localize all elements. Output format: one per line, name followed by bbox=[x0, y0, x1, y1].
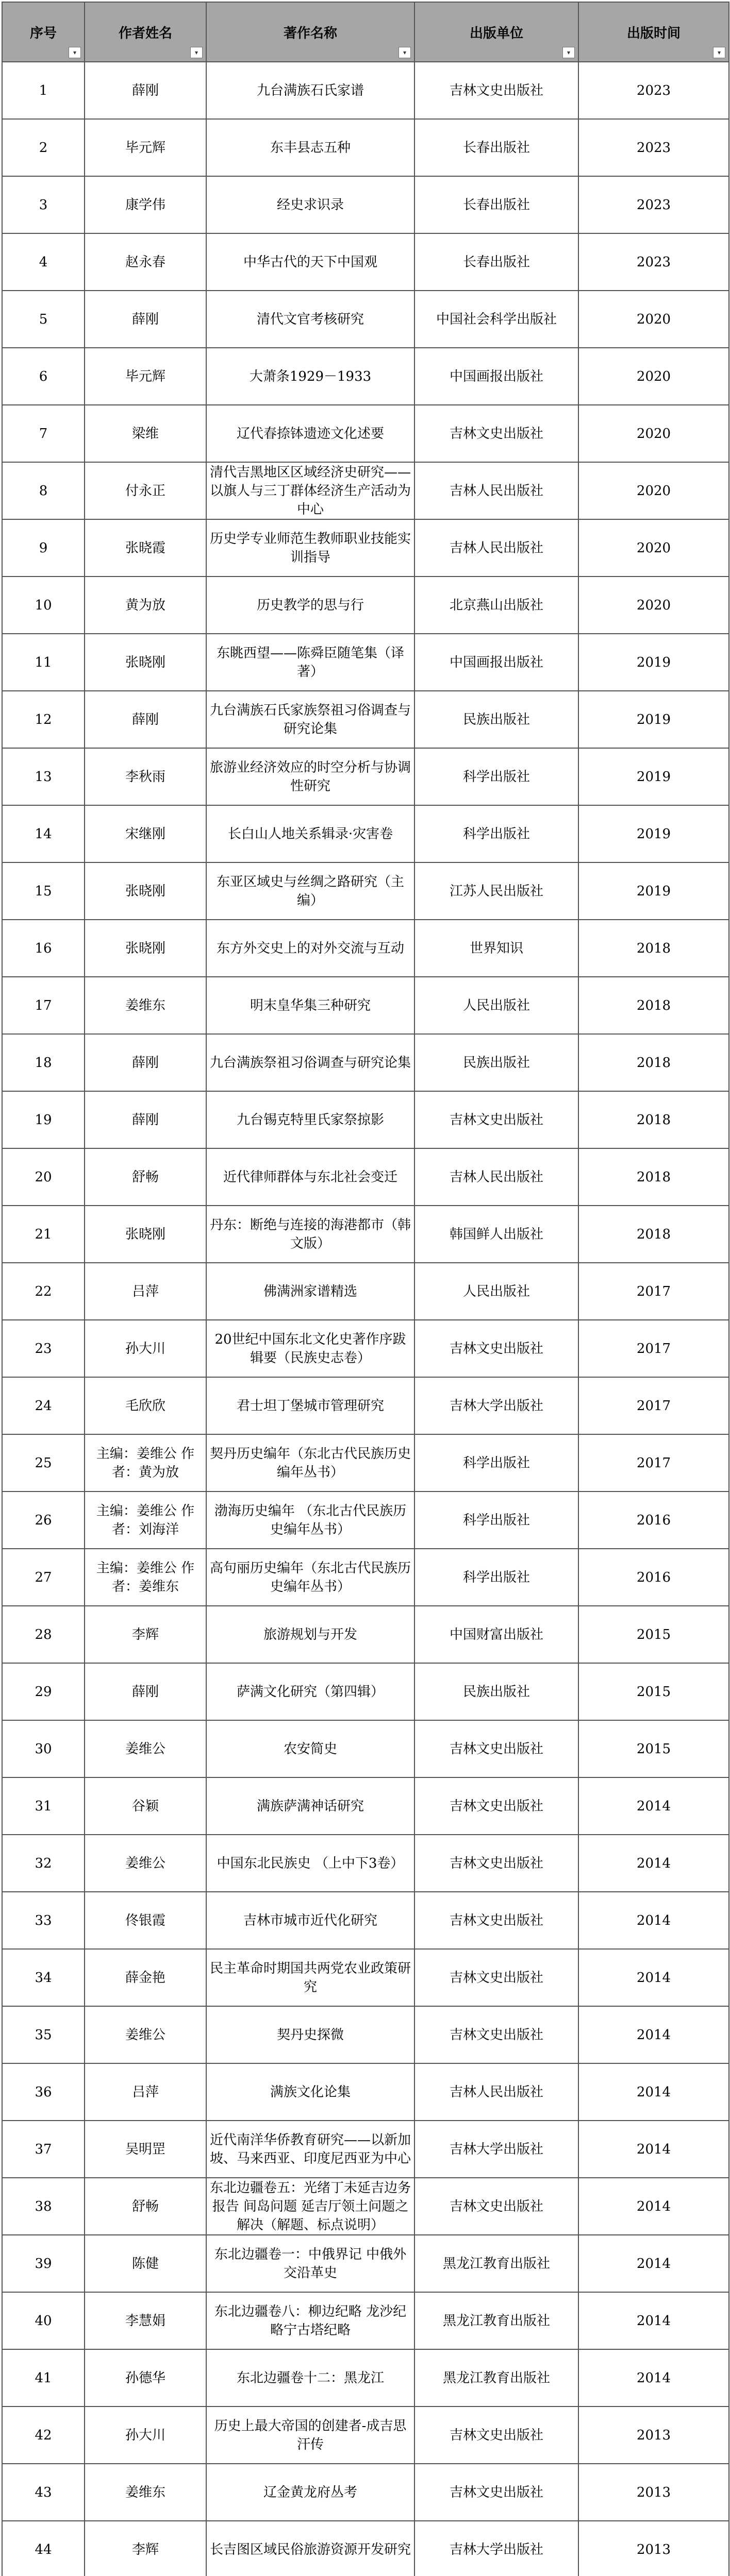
cell-year[interactable]: 2019 bbox=[578, 691, 729, 748]
cell-publisher[interactable]: 吉林文史出版社 bbox=[414, 2406, 578, 2464]
filter-dropdown-icon[interactable]: ▾ bbox=[69, 47, 81, 58]
cell-title[interactable]: 九台满族祭祖习俗调查与研究论集 bbox=[206, 1034, 414, 1091]
table-row bbox=[2, 862, 729, 920]
table-row bbox=[2, 748, 729, 805]
cell-no[interactable]: 5 bbox=[2, 291, 85, 348]
cell-year[interactable]: 2014 bbox=[578, 1835, 729, 1892]
cell-author[interactable]: 孙大川 bbox=[85, 2406, 206, 2464]
cell-title[interactable]: 东北边疆卷五：光绪丁未延吉边务报告 间岛问题 延吉厅领土问题之解决（解题、标点说明） bbox=[206, 2178, 414, 2235]
cell-year[interactable]: 2014 bbox=[578, 2235, 729, 2292]
cell-author[interactable]: 李辉 bbox=[85, 2521, 206, 2576]
cell-author[interactable]: 姜维东 bbox=[85, 2464, 206, 2521]
cell-no[interactable]: 30 bbox=[2, 1720, 85, 1777]
cell-publisher[interactable]: 吉林文史出版社 bbox=[414, 1835, 578, 1892]
table-row bbox=[2, 1091, 729, 1148]
cell-no[interactable]: 36 bbox=[2, 2063, 85, 2121]
cell-no[interactable]: 41 bbox=[2, 2349, 85, 2406]
cell-title[interactable]: 清代吉黑地区区域经济史研究——以旗人与三丁群体经济生产活动为中心 bbox=[206, 462, 414, 519]
cell-year[interactable]: 2018 bbox=[578, 1034, 729, 1091]
table-body bbox=[2, 62, 729, 2576]
cell-no[interactable]: 11 bbox=[2, 634, 85, 691]
cell-no[interactable]: 3 bbox=[2, 176, 85, 233]
cell-title[interactable]: 东方外交史上的对外交流与互动 bbox=[206, 920, 414, 977]
table-row bbox=[2, 1320, 729, 1377]
cell-author[interactable]: 吴明罡 bbox=[85, 2121, 206, 2178]
cell-author[interactable]: 薛刚 bbox=[85, 1663, 206, 1720]
cell-publisher[interactable]: 吉林大学出版社 bbox=[414, 2121, 578, 2178]
cell-author[interactable]: 主编：姜维公 作者：姜维东 bbox=[85, 1549, 206, 1606]
cell-no[interactable]: 22 bbox=[2, 1263, 85, 1320]
cell-title[interactable]: 东北边疆卷十二：黑龙江 bbox=[206, 2349, 414, 2406]
cell-author[interactable]: 黄为放 bbox=[85, 577, 206, 634]
cell-title[interactable]: 九台满族石氏家族祭祖习俗调查与研究论集 bbox=[206, 691, 414, 748]
cell-no[interactable]: 12 bbox=[2, 691, 85, 748]
cell-author[interactable]: 张晓霞 bbox=[85, 519, 206, 577]
cell-author[interactable]: 张晓刚 bbox=[85, 862, 206, 920]
cell-title[interactable]: 丹东：断绝与连接的海港都市（韩文版） bbox=[206, 1206, 414, 1263]
cell-publisher[interactable]: 黑龙江教育出版社 bbox=[414, 2235, 578, 2292]
cell-title[interactable]: 东亚区域史与丝绸之路研究（主编） bbox=[206, 862, 414, 920]
cell-no[interactable]: 34 bbox=[2, 1949, 85, 2006]
cell-author[interactable]: 张晓刚 bbox=[85, 920, 206, 977]
cell-no[interactable]: 40 bbox=[2, 2292, 85, 2349]
cell-title[interactable]: 吉林市城市近代化研究 bbox=[206, 1892, 414, 1949]
cell-no[interactable]: 9 bbox=[2, 519, 85, 577]
cell-year[interactable]: 2017 bbox=[578, 1377, 729, 1434]
table-row bbox=[2, 2292, 729, 2349]
cell-author[interactable]: 薛刚 bbox=[85, 691, 206, 748]
cell-year[interactable]: 2017 bbox=[578, 1434, 729, 1492]
table-row bbox=[2, 1892, 729, 1949]
table-row bbox=[2, 1434, 729, 1492]
cell-title[interactable]: 历史学专业师范生教师职业技能实训指导 bbox=[206, 519, 414, 577]
cell-author[interactable]: 舒畅 bbox=[85, 2178, 206, 2235]
cell-publisher[interactable]: 中国画报出版社 bbox=[414, 348, 578, 405]
cell-year[interactable]: 2015 bbox=[578, 1606, 729, 1663]
cell-title[interactable]: 历史教学的思与行 bbox=[206, 577, 414, 634]
cell-year[interactable]: 2014 bbox=[578, 2121, 729, 2178]
cell-no[interactable]: 18 bbox=[2, 1034, 85, 1091]
cell-title[interactable]: 佛满洲家谱精选 bbox=[206, 1263, 414, 1320]
cell-publisher[interactable]: 吉林文史出版社 bbox=[414, 2006, 578, 2063]
cell-year[interactable]: 2019 bbox=[578, 748, 729, 805]
cell-publisher[interactable]: 吉林文史出版社 bbox=[414, 1091, 578, 1148]
cell-publisher[interactable]: 长春出版社 bbox=[414, 176, 578, 233]
table-row bbox=[2, 691, 729, 748]
table-row bbox=[2, 634, 729, 691]
cell-publisher[interactable]: 吉林文史出版社 bbox=[414, 1777, 578, 1835]
cell-publisher[interactable]: 中国画报出版社 bbox=[414, 634, 578, 691]
cell-year[interactable]: 2023 bbox=[578, 119, 729, 176]
cell-year[interactable]: 2017 bbox=[578, 1263, 729, 1320]
cell-publisher[interactable]: 韩国鲜人出版社 bbox=[414, 1206, 578, 1263]
cell-no[interactable]: 19 bbox=[2, 1091, 85, 1148]
cell-title[interactable]: 九台锡克特里氏家祭掠影 bbox=[206, 1091, 414, 1148]
table-row bbox=[2, 1377, 729, 1434]
cell-year[interactable]: 2018 bbox=[578, 920, 729, 977]
cell-author[interactable]: 舒畅 bbox=[85, 1148, 206, 1206]
cell-no[interactable]: 2 bbox=[2, 119, 85, 176]
cell-year[interactable]: 2016 bbox=[578, 1492, 729, 1549]
cell-year[interactable]: 2015 bbox=[578, 1663, 729, 1720]
table-row bbox=[2, 1606, 729, 1663]
cell-title[interactable]: 长白山人地关系辑录·灾害卷 bbox=[206, 805, 414, 862]
cell-title[interactable]: 满族文化论集 bbox=[206, 2063, 414, 2121]
cell-author[interactable]: 陈健 bbox=[85, 2235, 206, 2292]
cell-publisher[interactable]: 吉林文史出版社 bbox=[414, 62, 578, 119]
cell-title[interactable]: 近代南洋华侨教育研究——以新加坡、马来西亚、印度尼西亚为中心 bbox=[206, 2121, 414, 2178]
cell-title[interactable]: 东北边疆卷一：中俄界记 中俄外交沿革史 bbox=[206, 2235, 414, 2292]
table-row bbox=[2, 1549, 729, 1606]
cell-title[interactable]: 契丹史探微 bbox=[206, 2006, 414, 2063]
cell-publisher[interactable]: 北京燕山出版社 bbox=[414, 577, 578, 634]
cell-year[interactable]: 2015 bbox=[578, 1720, 729, 1777]
cell-no[interactable]: 21 bbox=[2, 1206, 85, 1263]
cell-no[interactable]: 42 bbox=[2, 2406, 85, 2464]
cell-no[interactable]: 1 bbox=[2, 62, 85, 119]
cell-author[interactable]: 吕萍 bbox=[85, 1263, 206, 1320]
cell-no[interactable]: 6 bbox=[2, 348, 85, 405]
cell-publisher[interactable]: 科学出版社 bbox=[414, 748, 578, 805]
table-row bbox=[2, 405, 729, 462]
table-row bbox=[2, 977, 729, 1034]
cell-no[interactable]: 43 bbox=[2, 2464, 85, 2521]
cell-publisher[interactable]: 中国社会科学出版社 bbox=[414, 291, 578, 348]
cell-publisher[interactable]: 吉林人民出版社 bbox=[414, 462, 578, 519]
table-row bbox=[2, 176, 729, 233]
cell-title[interactable]: 旅游规划与开发 bbox=[206, 1606, 414, 1663]
table-row bbox=[2, 2349, 729, 2406]
cell-author[interactable]: 毕元辉 bbox=[85, 119, 206, 176]
cell-year[interactable]: 2020 bbox=[578, 348, 729, 405]
cell-publisher[interactable]: 吉林人民出版社 bbox=[414, 519, 578, 577]
cell-no[interactable]: 33 bbox=[2, 1892, 85, 1949]
table-row bbox=[2, 233, 729, 291]
cell-year[interactable]: 2019 bbox=[578, 805, 729, 862]
cell-publisher[interactable]: 吉林文史出版社 bbox=[414, 1320, 578, 1377]
cell-title[interactable]: 东北边疆卷八：柳边纪略 龙沙纪略宁古塔纪略 bbox=[206, 2292, 414, 2349]
cell-year[interactable]: 2020 bbox=[578, 405, 729, 462]
cell-title[interactable]: 满族萨满神话研究 bbox=[206, 1777, 414, 1835]
cell-no[interactable]: 27 bbox=[2, 1549, 85, 1606]
cell-no[interactable]: 14 bbox=[2, 805, 85, 862]
cell-title[interactable]: 旅游业经济效应的时空分析与协调性研究 bbox=[206, 748, 414, 805]
cell-title[interactable]: 大萧条1929－1933 bbox=[206, 348, 414, 405]
cell-publisher[interactable]: 吉林人民出版社 bbox=[414, 2063, 578, 2121]
cell-title[interactable]: 君士坦丁堡城市管理研究 bbox=[206, 1377, 414, 1434]
cell-no[interactable]: 38 bbox=[2, 2178, 85, 2235]
cell-title[interactable]: 明末皇华集三种研究 bbox=[206, 977, 414, 1034]
table-row bbox=[2, 577, 729, 634]
cell-no[interactable]: 4 bbox=[2, 233, 85, 291]
cell-publisher[interactable]: 长春出版社 bbox=[414, 233, 578, 291]
cell-title[interactable]: 长吉图区域民俗旅游资源开发研究 bbox=[206, 2521, 414, 2576]
cell-title[interactable]: 清代文官考核研究 bbox=[206, 291, 414, 348]
cell-year[interactable]: 2014 bbox=[578, 2178, 729, 2235]
cell-year[interactable]: 2018 bbox=[578, 1206, 729, 1263]
cell-no[interactable]: 16 bbox=[2, 920, 85, 977]
cell-author[interactable]: 康学伟 bbox=[85, 176, 206, 233]
table-row bbox=[2, 1206, 729, 1263]
cell-year[interactable]: 2017 bbox=[578, 1320, 729, 1377]
cell-no[interactable]: 31 bbox=[2, 1777, 85, 1835]
cell-no[interactable]: 23 bbox=[2, 1320, 85, 1377]
table-row bbox=[2, 62, 729, 119]
cell-author[interactable]: 薛刚 bbox=[85, 291, 206, 348]
cell-publisher[interactable]: 吉林文史出版社 bbox=[414, 2464, 578, 2521]
cell-publisher[interactable]: 吉林文史出版社 bbox=[414, 1720, 578, 1777]
works-table bbox=[2, 2, 729, 2576]
cell-author[interactable]: 张晓刚 bbox=[85, 634, 206, 691]
cell-publisher[interactable]: 黑龙江教育出版社 bbox=[414, 2292, 578, 2349]
cell-publisher[interactable]: 吉林大学出版社 bbox=[414, 2521, 578, 2576]
cell-no[interactable]: 7 bbox=[2, 405, 85, 462]
cell-author[interactable]: 薛刚 bbox=[85, 1034, 206, 1091]
cell-no[interactable]: 25 bbox=[2, 1434, 85, 1492]
cell-publisher[interactable]: 吉林文史出版社 bbox=[414, 405, 578, 462]
cell-year[interactable]: 2020 bbox=[578, 519, 729, 577]
cell-year[interactable]: 2018 bbox=[578, 1148, 729, 1206]
table-row bbox=[2, 462, 729, 519]
cell-title[interactable]: 九台满族石氏家谱 bbox=[206, 62, 414, 119]
cell-publisher[interactable]: 黑龙江教育出版社 bbox=[414, 2349, 578, 2406]
table-row bbox=[2, 920, 729, 977]
column-header-year[interactable]: 出版时间 ▾ bbox=[578, 2, 729, 62]
cell-publisher[interactable]: 科学出版社 bbox=[414, 1549, 578, 1606]
cell-author[interactable]: 毕元辉 bbox=[85, 348, 206, 405]
table-row bbox=[2, 1148, 729, 1206]
cell-year[interactable]: 2023 bbox=[578, 233, 729, 291]
cell-title[interactable]: 辽代春捺钵遗迹文化述要 bbox=[206, 405, 414, 462]
cell-year[interactable]: 2014 bbox=[578, 2292, 729, 2349]
cell-no[interactable]: 24 bbox=[2, 1377, 85, 1434]
cell-publisher[interactable]: 吉林大学出版社 bbox=[414, 1377, 578, 1434]
table-row bbox=[2, 348, 729, 405]
table-row bbox=[2, 2521, 729, 2576]
cell-no[interactable]: 28 bbox=[2, 1606, 85, 1663]
cell-title[interactable]: 中国东北民族史 （上中下3卷） bbox=[206, 1835, 414, 1892]
cell-no[interactable]: 20 bbox=[2, 1148, 85, 1206]
cell-author[interactable]: 姜维东 bbox=[85, 977, 206, 1034]
cell-title[interactable]: 历史上最大帝国的创建者-成吉思汗传 bbox=[206, 2406, 414, 2464]
cell-author[interactable]: 姜维公 bbox=[85, 1720, 206, 1777]
table-row bbox=[2, 1663, 729, 1720]
column-header-author[interactable]: 作者姓名 ▾ bbox=[85, 2, 206, 62]
cell-publisher[interactable]: 长春出版社 bbox=[414, 119, 578, 176]
cell-author[interactable]: 谷颖 bbox=[85, 1777, 206, 1835]
cell-title[interactable]: 契丹历史编年（东北古代民族历史编年丛书） bbox=[206, 1434, 414, 1492]
cell-author[interactable]: 主编：姜维公 作者：刘海洋 bbox=[85, 1492, 206, 1549]
cell-author[interactable]: 毛欣欣 bbox=[85, 1377, 206, 1434]
cell-title[interactable]: 渤海历史编年 （东北古代民族历史编年丛书） bbox=[206, 1492, 414, 1549]
cell-title[interactable]: 高句丽历史编年（东北古代民族历史编年丛书） bbox=[206, 1549, 414, 1606]
cell-publisher[interactable]: 民族出版社 bbox=[414, 691, 578, 748]
cell-year[interactable]: 2014 bbox=[578, 1949, 729, 2006]
cell-publisher[interactable]: 吉林文史出版社 bbox=[414, 2178, 578, 2235]
cell-year[interactable]: 2023 bbox=[578, 176, 729, 233]
cell-title[interactable]: 近代律师群体与东北社会变迁 bbox=[206, 1148, 414, 1206]
cell-author[interactable]: 付永正 bbox=[85, 462, 206, 519]
cell-title[interactable]: 20世纪中国东北文化史著作序跋辑要（民族史志卷） bbox=[206, 1320, 414, 1377]
cell-no[interactable]: 10 bbox=[2, 577, 85, 634]
cell-no[interactable]: 17 bbox=[2, 977, 85, 1034]
cell-year[interactable]: 2019 bbox=[578, 862, 729, 920]
cell-year[interactable]: 2016 bbox=[578, 1549, 729, 1606]
cell-publisher[interactable]: 人民出版社 bbox=[414, 977, 578, 1034]
cell-publisher[interactable]: 吉林文史出版社 bbox=[414, 1892, 578, 1949]
cell-year[interactable]: 2013 bbox=[578, 2521, 729, 2576]
table-row bbox=[2, 2121, 729, 2178]
filter-dropdown-icon[interactable]: ▾ bbox=[399, 47, 411, 58]
table-row bbox=[2, 1720, 729, 1777]
table-row bbox=[2, 2464, 729, 2521]
cell-no[interactable]: 13 bbox=[2, 748, 85, 805]
cell-author[interactable]: 佟银霞 bbox=[85, 1892, 206, 1949]
cell-title[interactable]: 辽金黄龙府丛考 bbox=[206, 2464, 414, 2521]
cell-publisher[interactable]: 民族出版社 bbox=[414, 1034, 578, 1091]
cell-year[interactable]: 2023 bbox=[578, 62, 729, 119]
column-header-title[interactable]: 著作名称 ▾ bbox=[206, 2, 414, 62]
cell-publisher[interactable]: 中国财富出版社 bbox=[414, 1606, 578, 1663]
cell-author[interactable]: 姜维公 bbox=[85, 1835, 206, 1892]
table-row bbox=[2, 291, 729, 348]
cell-publisher[interactable]: 吉林人民出版社 bbox=[414, 1148, 578, 1206]
cell-year[interactable]: 2018 bbox=[578, 977, 729, 1034]
cell-title[interactable]: 农安简史 bbox=[206, 1720, 414, 1777]
cell-no[interactable]: 39 bbox=[2, 2235, 85, 2292]
cell-year[interactable]: 2019 bbox=[578, 634, 729, 691]
cell-author[interactable]: 赵永春 bbox=[85, 233, 206, 291]
cell-author[interactable]: 李秋雨 bbox=[85, 748, 206, 805]
cell-publisher[interactable]: 民族出版社 bbox=[414, 1663, 578, 1720]
filter-dropdown-icon[interactable]: ▾ bbox=[713, 47, 725, 58]
table-row bbox=[2, 2006, 729, 2063]
cell-year[interactable]: 2018 bbox=[578, 1091, 729, 1148]
cell-author[interactable]: 薛刚 bbox=[85, 1091, 206, 1148]
cell-author[interactable]: 薛金艳 bbox=[85, 1949, 206, 2006]
table-row bbox=[2, 2406, 729, 2464]
table-row bbox=[2, 2178, 729, 2235]
table-row bbox=[2, 1777, 729, 1835]
cell-no[interactable]: 8 bbox=[2, 462, 85, 519]
cell-year[interactable]: 2013 bbox=[578, 2464, 729, 2521]
cell-no[interactable]: 29 bbox=[2, 1663, 85, 1720]
header-row bbox=[2, 2, 729, 62]
table-row bbox=[2, 1835, 729, 1892]
cell-publisher[interactable]: 科学出版社 bbox=[414, 1492, 578, 1549]
cell-author[interactable]: 薛刚 bbox=[85, 62, 206, 119]
cell-publisher[interactable]: 吉林文史出版社 bbox=[414, 1949, 578, 2006]
cell-year[interactable]: 2014 bbox=[578, 2006, 729, 2063]
cell-title[interactable]: 中华古代的天下中国观 bbox=[206, 233, 414, 291]
table-row bbox=[2, 2235, 729, 2292]
cell-author[interactable]: 孙德华 bbox=[85, 2349, 206, 2406]
cell-publisher[interactable]: 世界知识 bbox=[414, 920, 578, 977]
cell-no[interactable]: 37 bbox=[2, 2121, 85, 2178]
cell-publisher[interactable]: 江苏人民出版社 bbox=[414, 862, 578, 920]
cell-author[interactable]: 李慧娟 bbox=[85, 2292, 206, 2349]
cell-author[interactable]: 宋继刚 bbox=[85, 805, 206, 862]
cell-no[interactable]: 32 bbox=[2, 1835, 85, 1892]
cell-author[interactable]: 张晓刚 bbox=[85, 1206, 206, 1263]
cell-year[interactable]: 2013 bbox=[578, 2406, 729, 2464]
cell-author[interactable]: 李辉 bbox=[85, 1606, 206, 1663]
table-row bbox=[2, 119, 729, 176]
cell-author[interactable]: 主编：姜维公 作者：黄为放 bbox=[85, 1434, 206, 1492]
table-row bbox=[2, 1492, 729, 1549]
table-row bbox=[2, 1034, 729, 1091]
cell-year[interactable]: 2014 bbox=[578, 1777, 729, 1835]
cell-title[interactable]: 东丰县志五种 bbox=[206, 119, 414, 176]
cell-title[interactable]: 经史求识录 bbox=[206, 176, 414, 233]
cell-title[interactable]: 萨满文化研究（第四辑） bbox=[206, 1663, 414, 1720]
cell-publisher[interactable]: 科学出版社 bbox=[414, 805, 578, 862]
cell-author[interactable]: 姜维公 bbox=[85, 2006, 206, 2063]
cell-year[interactable]: 2014 bbox=[578, 2349, 729, 2406]
cell-no[interactable]: 15 bbox=[2, 862, 85, 920]
cell-no[interactable]: 44 bbox=[2, 2521, 85, 2576]
cell-author[interactable]: 孙大川 bbox=[85, 1320, 206, 1377]
cell-author[interactable]: 梁维 bbox=[85, 405, 206, 462]
cell-author[interactable]: 吕萍 bbox=[85, 2063, 206, 2121]
cell-no[interactable]: 26 bbox=[2, 1492, 85, 1549]
cell-no[interactable]: 35 bbox=[2, 2006, 85, 2063]
column-header-no[interactable]: 序号 ▾ bbox=[2, 2, 85, 62]
table-row bbox=[2, 1263, 729, 1320]
cell-title[interactable]: 民主革命时期国共两党农业政策研究 bbox=[206, 1949, 414, 2006]
cell-year[interactable]: 2020 bbox=[578, 577, 729, 634]
cell-year[interactable]: 2020 bbox=[578, 462, 729, 519]
cell-publisher[interactable]: 科学出版社 bbox=[414, 1434, 578, 1492]
table-row bbox=[2, 519, 729, 577]
column-header-publisher[interactable]: 出版单位 ▾ bbox=[414, 2, 578, 62]
cell-year[interactable]: 2014 bbox=[578, 1892, 729, 1949]
cell-year[interactable]: 2020 bbox=[578, 291, 729, 348]
filter-dropdown-icon[interactable]: ▾ bbox=[562, 47, 575, 58]
cell-year[interactable]: 2014 bbox=[578, 2063, 729, 2121]
cell-publisher[interactable]: 人民出版社 bbox=[414, 1263, 578, 1320]
filter-dropdown-icon[interactable]: ▾ bbox=[190, 47, 203, 58]
table-row bbox=[2, 805, 729, 862]
table-row bbox=[2, 2063, 729, 2121]
cell-title[interactable]: 东眺西望——陈舜臣随笔集（译著） bbox=[206, 634, 414, 691]
table-row bbox=[2, 1949, 729, 2006]
